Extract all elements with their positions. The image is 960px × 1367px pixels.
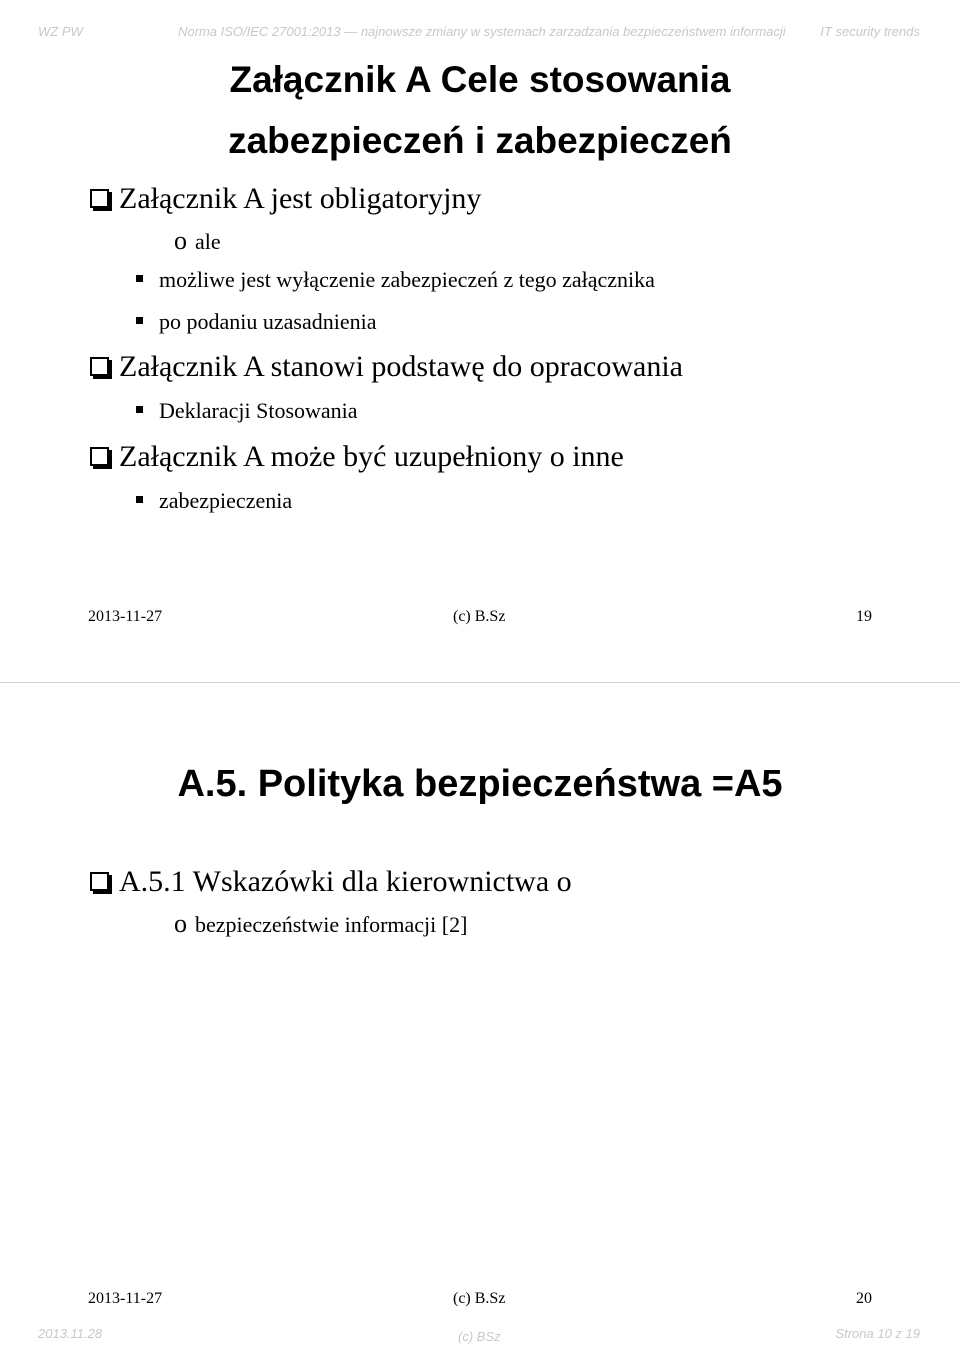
list-item: możliwe jest wyłączenie zabezpieczeń z tego załącznika — [136, 267, 655, 293]
slide-footer-page: 19 — [856, 608, 872, 625]
list-item: A.5.1 Wskazówki dla kierownictwa o — [90, 865, 572, 899]
slide-title: A.5. Polityka bezpieczeństwa =A5 — [177, 763, 783, 805]
list-item: Deklaracji Stosowania — [136, 398, 358, 424]
list-item: o ale — [174, 226, 221, 255]
circle-bullet-icon: o — [174, 226, 187, 255]
slide-19 — [0, 40, 960, 683]
header-left: WZ PW — [38, 24, 83, 39]
circle-bullet-icon: o — [174, 909, 187, 938]
square-bullet-icon — [136, 317, 143, 324]
page-footer-author: (c) BSz — [458, 1329, 501, 1344]
slide-title-line1: Załącznik A Cele stosowania — [229, 59, 731, 100]
slide-20 — [0, 683, 960, 1323]
list-item: po podaniu uzasadnienia — [136, 309, 377, 335]
square-bullet-icon — [136, 496, 143, 503]
slide-footer-date: 2013-11-27 — [88, 1290, 163, 1307]
list-item: zabezpieczenia — [136, 488, 292, 514]
list-item: Załącznik A jest obligatoryjny — [90, 182, 481, 216]
square-bullet-icon — [136, 406, 143, 413]
slide-footer-author: (c) B.Sz — [453, 608, 506, 625]
slide-footer-page: 20 — [856, 1290, 872, 1307]
checkbox-bullet-icon — [90, 447, 109, 466]
list-item: o bezpieczeństwie informacji [2] — [174, 909, 468, 938]
list-item: Załącznik A stanowi podstawę do opracowania — [90, 350, 683, 384]
slide-footer-author: (c) B.Sz — [453, 1290, 506, 1307]
slide-title-line2: zabezpieczeń i zabezpieczeń — [228, 120, 732, 161]
header-right: IT security trends — [820, 24, 920, 39]
page-footer-page: Strona 10 z 19 — [835, 1326, 920, 1341]
checkbox-bullet-icon — [90, 357, 109, 376]
checkbox-bullet-icon — [90, 872, 109, 891]
square-bullet-icon — [136, 275, 143, 282]
page-footer-date: 2013.11.28 — [38, 1326, 103, 1341]
checkbox-bullet-icon — [90, 189, 109, 208]
slide-footer-date: 2013-11-27 — [88, 608, 163, 625]
list-item: Załącznik A może być uzupełniony o inne — [90, 440, 624, 474]
header-center: Norma ISO/IEC 27001:2013 — najnowsze zmiany w systemach zarzadzania bezpieczeństwem informacji — [178, 24, 786, 39]
